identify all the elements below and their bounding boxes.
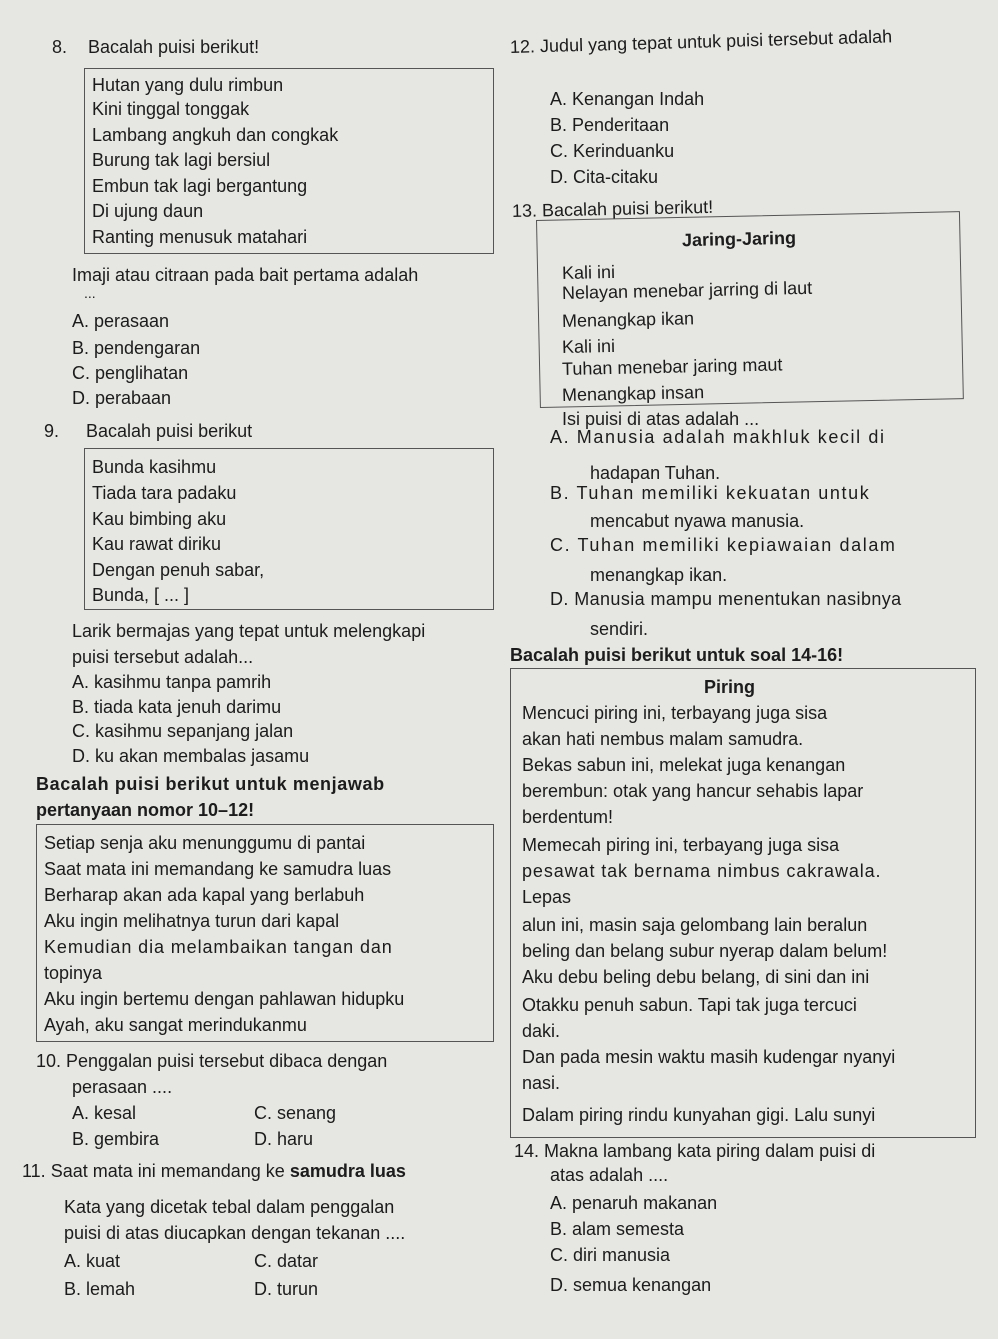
q13-poem-line: Kali ini xyxy=(561,335,616,357)
q14-question: atas adalah .... xyxy=(550,1165,669,1185)
q8-number: 8. xyxy=(52,37,68,57)
poem3-line: Otakku penuh sabun. Tapi tak juga tercuci xyxy=(522,995,857,1015)
poem3-line: akan hati nembus malam samudra. xyxy=(522,729,804,749)
q8-poem-line: Lambang angkuh dan congkak xyxy=(92,125,339,145)
poem3-line: Dan pada mesin waktu masih kudengar nyanyi xyxy=(522,1047,896,1067)
poem3-line: pesawat tak bernama nimbus cakrawala. xyxy=(522,861,882,881)
poem3-line: Bekas sabun ini, melekat juga kenangan xyxy=(522,755,846,775)
poem3-line: daki. xyxy=(522,1021,561,1041)
q14-question: 14. Makna lambang kata piring dalam puisi di xyxy=(514,1141,876,1161)
q13-question: Isi puisi di atas adalah ... xyxy=(562,409,760,429)
poem3-line: alun ini, masin saja gelombang lain beralun xyxy=(522,915,868,935)
q14-option-a[interactable]: A. penaruh makanan xyxy=(550,1193,718,1213)
poem3-line: Memecah piring ini, terbayang juga sisa xyxy=(522,835,840,855)
q11-question: Kata yang dicetak tebal dalam penggalan xyxy=(64,1197,395,1217)
q8-poem-line: Di ujung daun xyxy=(92,201,204,221)
q8-option-c[interactable]: C. penglihatan xyxy=(72,363,189,383)
q11-option-a[interactable]: A. kuat xyxy=(64,1251,121,1271)
q9-poem-line: Kau bimbing aku xyxy=(92,509,227,529)
q13-poem-line: Tuhan menebar jaring maut xyxy=(561,354,783,379)
q10-option-c[interactable]: C. senang xyxy=(254,1103,337,1123)
poem3-line: Mencuci piring ini, terbayang juga sisa xyxy=(522,703,828,723)
q13-poem-line: Kali ini xyxy=(561,261,616,283)
q10-option-a[interactable]: A. kesal xyxy=(72,1103,137,1123)
q8-option-b[interactable]: B. pendengaran xyxy=(72,338,201,358)
q10-question: 10. Penggalan puisi tersebut dibaca dengan xyxy=(36,1051,388,1071)
q11-option-d[interactable]: D. turun xyxy=(254,1279,319,1299)
q10-option-b[interactable]: B. gembira xyxy=(72,1129,160,1149)
poem2-line: topinya xyxy=(44,963,103,983)
q9-question: puisi tersebut adalah... xyxy=(72,647,254,667)
q8-prompt: Bacalah puisi berikut! xyxy=(88,37,260,57)
q12-option-d[interactable]: D. Cita-citaku xyxy=(550,167,659,187)
q13-option-c[interactable]: C. Tuhan memiliki kepiawaian dalam xyxy=(550,535,897,555)
instruction-14-16: Bacalah puisi berikut untuk soal 14-16! xyxy=(510,645,844,665)
q8-poem-line: Ranting menusuk matahari xyxy=(92,227,308,247)
poem2-line: Aku ingin bertemu dengan pahlawan hidupku xyxy=(44,989,405,1009)
poem3-title: Piring xyxy=(704,677,756,697)
q8-option-a[interactable]: A. perasaan xyxy=(72,311,170,331)
q9-number: 9. xyxy=(44,421,60,441)
q9-poem-line: Tiada tara padaku xyxy=(92,483,237,503)
q11-bold-phrase: samudra luas xyxy=(289,1161,406,1181)
q9-poem-line: Kau rawat diriku xyxy=(92,534,222,554)
q8-poem-line: Kini tinggal tonggak xyxy=(92,99,250,119)
q13-poem-line: Menangkap ikan xyxy=(561,308,695,331)
q14-option-c[interactable]: C. diri manusia xyxy=(550,1245,671,1265)
q11-question: puisi di atas diucapkan dengan tekanan .... xyxy=(64,1223,406,1243)
q9-option-b[interactable]: B. tiada kata jenuh darimu xyxy=(72,697,282,717)
q9-poem-line: Bunda kasihmu xyxy=(92,457,217,477)
q8-question-ellipsis: ... xyxy=(84,285,96,301)
poem3-line: Aku debu beling debu belang, di sini dan ini xyxy=(522,967,870,987)
q13-option-b-cont: mencabut nyawa manusia. xyxy=(590,511,805,531)
q11-question-text: 11. Saat mata ini memandang ke xyxy=(22,1161,290,1181)
poem3-line: berembun: otak yang hancur sehabis lapar xyxy=(522,781,864,801)
poem2-line: Aku ingin melihatnya turun dari kapal xyxy=(44,911,340,931)
poem3-line: Dalam piring rindu kunyahan gigi. Lalu sunyi xyxy=(522,1105,876,1125)
q12-option-b[interactable]: B. Penderitaan xyxy=(550,115,670,135)
q9-poem-line: Dengan penuh sabar, xyxy=(92,560,265,580)
q14-option-b[interactable]: B. alam semesta xyxy=(550,1219,685,1239)
q11-option-b[interactable]: B. lemah xyxy=(64,1279,136,1299)
poem2-line: Ayah, aku sangat merindukanmu xyxy=(44,1015,307,1035)
q13-option-a-cont: hadapan Tuhan. xyxy=(590,463,721,483)
q13-option-c-cont: menangkap ikan. xyxy=(590,565,728,585)
q13-poem-line: Nelayan menebar jarring di laut xyxy=(561,277,813,303)
q9-prompt: Bacalah puisi berikut xyxy=(86,421,253,441)
q13-poem-title: Jaring-Jaring xyxy=(681,227,797,251)
q13-option-d-cont: sendiri. xyxy=(590,619,649,639)
q11-option-c[interactable]: C. datar xyxy=(254,1251,319,1271)
q13-poem-line: Menangkap insan xyxy=(561,382,705,405)
poem2-line: Berharap akan ada kapal yang berlabuh xyxy=(44,885,365,905)
poem3-line: nasi. xyxy=(522,1073,561,1093)
q9-option-c[interactable]: C. kasihmu sepanjang jalan xyxy=(72,721,294,741)
instruction-10-12: Bacalah puisi berikut untuk menjawab xyxy=(36,774,385,794)
q13-option-a[interactable]: A. Manusia adalah makhluk kecil di xyxy=(550,427,886,447)
q9-option-a[interactable]: A. kasihmu tanpa pamrih xyxy=(72,672,272,692)
poem3-line: berdentum! xyxy=(522,807,614,827)
q13-option-b[interactable]: B. Tuhan memiliki kekuatan untuk xyxy=(550,483,871,503)
q8-poem-line: Hutan yang dulu rimbun xyxy=(92,75,284,95)
q8-poem-line: Burung tak lagi bersiul xyxy=(92,150,271,170)
q8-option-d[interactable]: D. perabaan xyxy=(72,388,172,408)
instruction-10-12: pertanyaan nomor 10–12! xyxy=(36,800,255,820)
q9-question: Larik bermajas yang tepat untuk melengkapi xyxy=(72,621,426,641)
poem3-line: Lepas xyxy=(522,887,572,907)
q10-option-d[interactable]: D. haru xyxy=(254,1129,314,1149)
q12-option-a[interactable]: A. Kenangan Indah xyxy=(550,89,705,109)
q12-question: 12. Judul yang tepat untuk puisi tersebut adalah xyxy=(509,26,893,57)
q13-option-d[interactable]: D. Manusia mampu menentukan nasibnya xyxy=(550,589,902,609)
q9-poem-line: Bunda, [ ... ] xyxy=(92,585,190,605)
poem2-line: Setiap senja aku menunggumu di pantai xyxy=(44,833,366,853)
q9-option-d[interactable]: D. ku akan membalas jasamu xyxy=(72,746,310,766)
q10-question: perasaan .... xyxy=(72,1077,173,1097)
q11-question xyxy=(22,1160,406,1182)
poem2-line: Saat mata ini memandang ke samudra luas xyxy=(44,859,392,879)
poem2-line: Kemudian dia melambaikan tangan dan xyxy=(44,937,393,957)
q14-option-d[interactable]: D. semua kenangan xyxy=(550,1275,712,1295)
q13-prompt: 13. Bacalah puisi berikut! xyxy=(511,196,714,221)
q8-poem-line: Embun tak lagi bergantung xyxy=(92,176,308,196)
poem3-line: beling dan belang subur nyerap dalam belum! xyxy=(522,941,888,961)
q8-question: Imaji atau citraan pada bait pertama adalah xyxy=(72,265,419,285)
q12-option-c[interactable]: C. Kerinduanku xyxy=(550,141,675,161)
